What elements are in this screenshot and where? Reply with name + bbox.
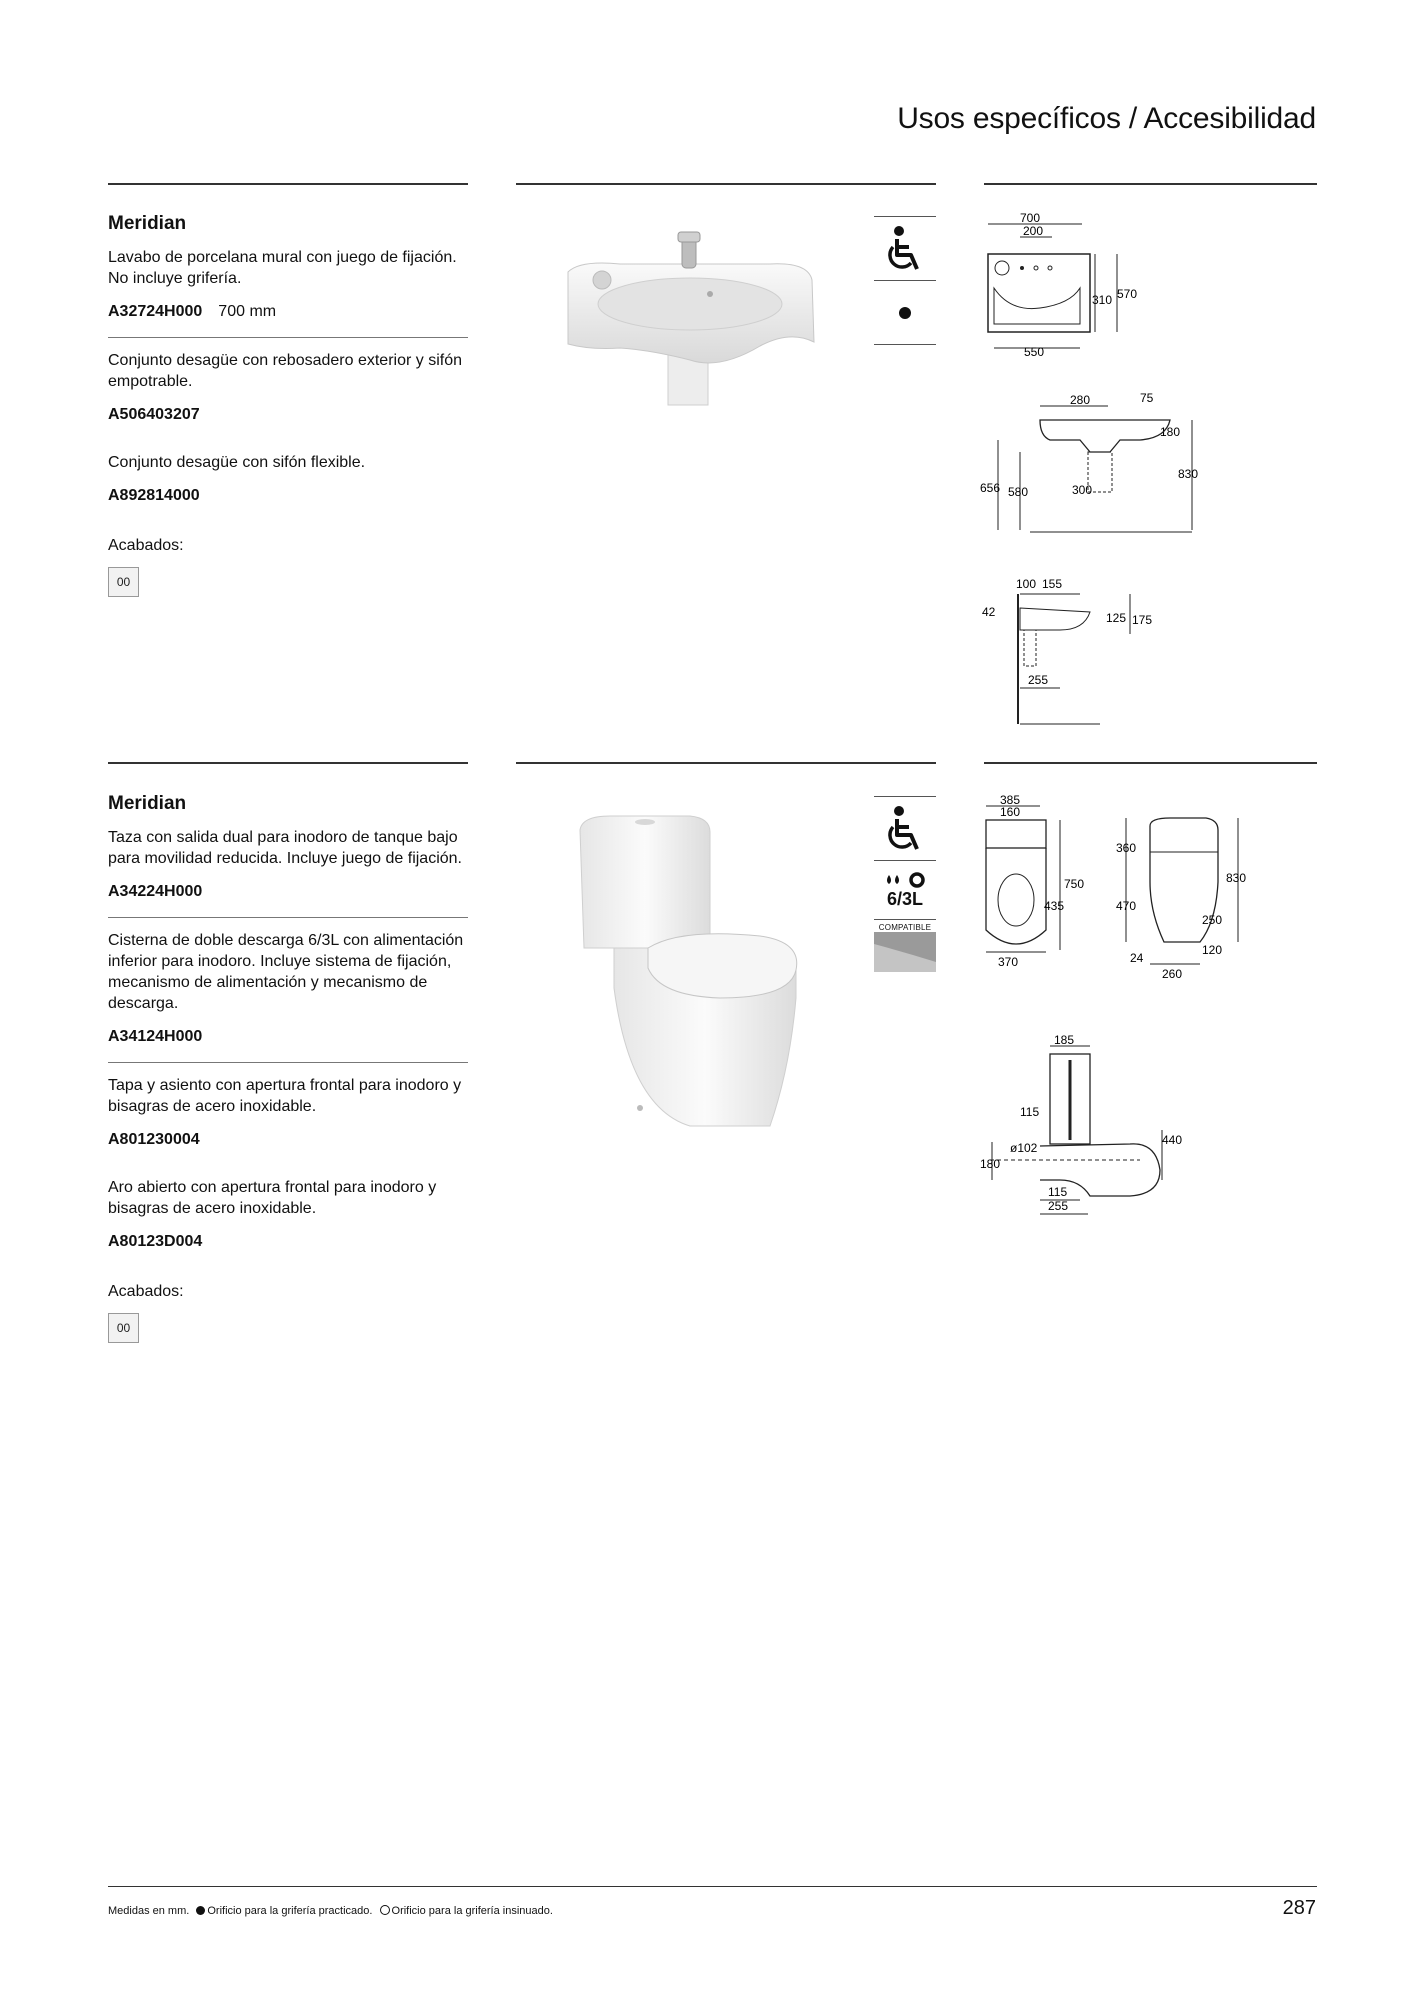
feature-icons xyxy=(874,216,936,345)
dim-label: 250 xyxy=(1202,913,1223,927)
dim-label: 830 xyxy=(1226,871,1247,885)
dim-label: 180 xyxy=(980,1157,1001,1171)
accessory-code: A892814000 xyxy=(108,487,200,504)
dim-label: 75 xyxy=(1140,392,1154,405)
dim-label: 370 xyxy=(998,955,1019,969)
footer-note-marked: Orificio para la grifería insinuado. xyxy=(391,1905,553,1917)
tap-hole-drilled-icon xyxy=(874,280,936,345)
dim-label: 155 xyxy=(1042,577,1063,591)
finish-swatch[interactable]: 00 xyxy=(108,567,139,597)
dim-label: 160 xyxy=(1000,805,1021,819)
dim-label: 180 xyxy=(1160,425,1181,439)
toilet-section-drawing xyxy=(980,1030,1200,1220)
page-number: 287 xyxy=(1282,1897,1316,1919)
water-drops-icon xyxy=(883,871,927,889)
divider xyxy=(108,917,468,918)
dim-label: 310 xyxy=(1092,293,1113,307)
toilet-top-view-drawing xyxy=(980,790,1100,970)
dim-label: 435 xyxy=(1044,899,1065,913)
dim-label: 125 xyxy=(1106,611,1127,625)
product-info-washbasin xyxy=(108,213,468,597)
section-rule xyxy=(108,183,468,185)
product-code: A34224H000 xyxy=(108,883,203,900)
accessory-code: A34124H000 xyxy=(108,1028,203,1045)
washbasin-front-view-drawing xyxy=(980,392,1210,542)
dim-label: 260 xyxy=(1162,967,1183,981)
section-rule xyxy=(516,183,936,185)
dim-label: 580 xyxy=(1008,485,1029,499)
dual-flush-icon xyxy=(874,860,936,919)
product-name: Meridian xyxy=(108,213,187,234)
section-rule xyxy=(516,762,936,764)
dim-label: 175 xyxy=(1132,613,1153,627)
dim-label: 750 xyxy=(1064,877,1085,891)
dim-label: 550 xyxy=(1024,345,1045,359)
dim-label: 24 xyxy=(1130,951,1144,965)
dim-label: 440 xyxy=(1162,1133,1183,1147)
product-description: Lavabo de porcelana mural con juego de fijación. No incluye grifería. xyxy=(108,249,457,287)
dim-label: 656 xyxy=(980,481,1001,495)
accessory-code: A80123D004 xyxy=(108,1233,203,1250)
accessory-description: Tapa y asiento con apertura frontal para inodoro y bisagras de acero inoxidable. xyxy=(108,1077,462,1115)
washbasin-side-view-drawing xyxy=(980,574,1170,734)
finishes-label: Acabados: xyxy=(108,537,184,554)
product-code-value: A32724H000 xyxy=(108,303,203,320)
toilet-side-view-drawing xyxy=(1110,812,1260,992)
compatible-label: COMPATIBLE xyxy=(874,919,936,932)
divider xyxy=(108,337,468,338)
toilet-image xyxy=(570,808,810,1138)
dim-label: 255 xyxy=(1048,1199,1069,1213)
dim-label: 700 xyxy=(1020,212,1041,225)
dim-label: 570 xyxy=(1117,287,1138,301)
dim-label: 115 xyxy=(1020,1105,1040,1119)
product-code xyxy=(108,303,468,321)
divider xyxy=(108,1062,468,1063)
dim-label: 42 xyxy=(982,605,996,619)
wheelchair-icon xyxy=(874,796,936,860)
compatible-seat-icon xyxy=(874,932,936,972)
dim-label: 100 xyxy=(1016,577,1037,591)
dim-label: 185 xyxy=(1054,1033,1075,1047)
footer-note xyxy=(108,1905,553,1917)
accessory-code: A506403207 xyxy=(108,406,200,423)
product-description: Taza con salida dual para inodoro de tanque bajo para movilidad reducida. Incluye juego de fijación. xyxy=(108,829,462,867)
dim-label: 300 xyxy=(1072,483,1093,497)
accessory-description: Conjunto desagüe con sifón flexible. xyxy=(108,454,366,471)
footer-rule xyxy=(108,1886,1317,1887)
dim-label: 200 xyxy=(1023,224,1044,238)
washbasin-image xyxy=(560,220,820,410)
finish-swatch[interactable]: 00 xyxy=(108,1313,139,1343)
page-title: Usos específicos / Accesibilidad xyxy=(897,102,1316,135)
finishes-label: Acabados: xyxy=(108,1283,184,1300)
product-name: Meridian xyxy=(108,793,187,814)
section-rule xyxy=(108,762,468,764)
section-rule xyxy=(984,183,1317,185)
tap-hole-marked-icon xyxy=(380,1905,390,1915)
tap-hole-drilled-icon xyxy=(196,1906,205,1915)
footer-note-prefix: Medidas en mm. xyxy=(108,1905,190,1917)
section-rule xyxy=(984,762,1317,764)
washbasin-top-view-drawing xyxy=(980,212,1150,362)
accessory-description: Aro abierto con apertura frontal para inodoro y bisagras de acero inoxidable. xyxy=(108,1179,437,1217)
dim-label: 280 xyxy=(1070,393,1091,407)
dim-label: 385 xyxy=(1000,793,1021,807)
dim-label: 830 xyxy=(1178,467,1199,481)
product-size: 700 mm xyxy=(218,303,277,320)
accessory-description: Cisterna de doble descarga 6/3L con alimentación inferior para inodoro. Incluye sistema de fijación, mecanismo de alimentación y mecanismo de descarga. xyxy=(108,932,464,1012)
dim-label: 115 xyxy=(1048,1185,1068,1199)
dim-label: 470 xyxy=(1116,899,1137,913)
footer-note-drilled: Orificio para la grifería practicado. xyxy=(207,1905,373,1917)
dim-label: 360 xyxy=(1116,841,1137,855)
dim-label: 255 xyxy=(1028,673,1049,687)
dim-label: 120 xyxy=(1202,943,1223,957)
feature-icons xyxy=(874,796,936,977)
accessory-code: A801230004 xyxy=(108,1131,200,1148)
product-info-toilet xyxy=(108,793,468,1343)
accessory-description: Conjunto desagüe con rebosadero exterior y sifón empotrable. xyxy=(108,352,462,390)
flush-volume-label: 6/3L xyxy=(886,889,924,909)
wheelchair-icon xyxy=(874,216,936,280)
dim-label: ø102 xyxy=(1010,1141,1038,1155)
